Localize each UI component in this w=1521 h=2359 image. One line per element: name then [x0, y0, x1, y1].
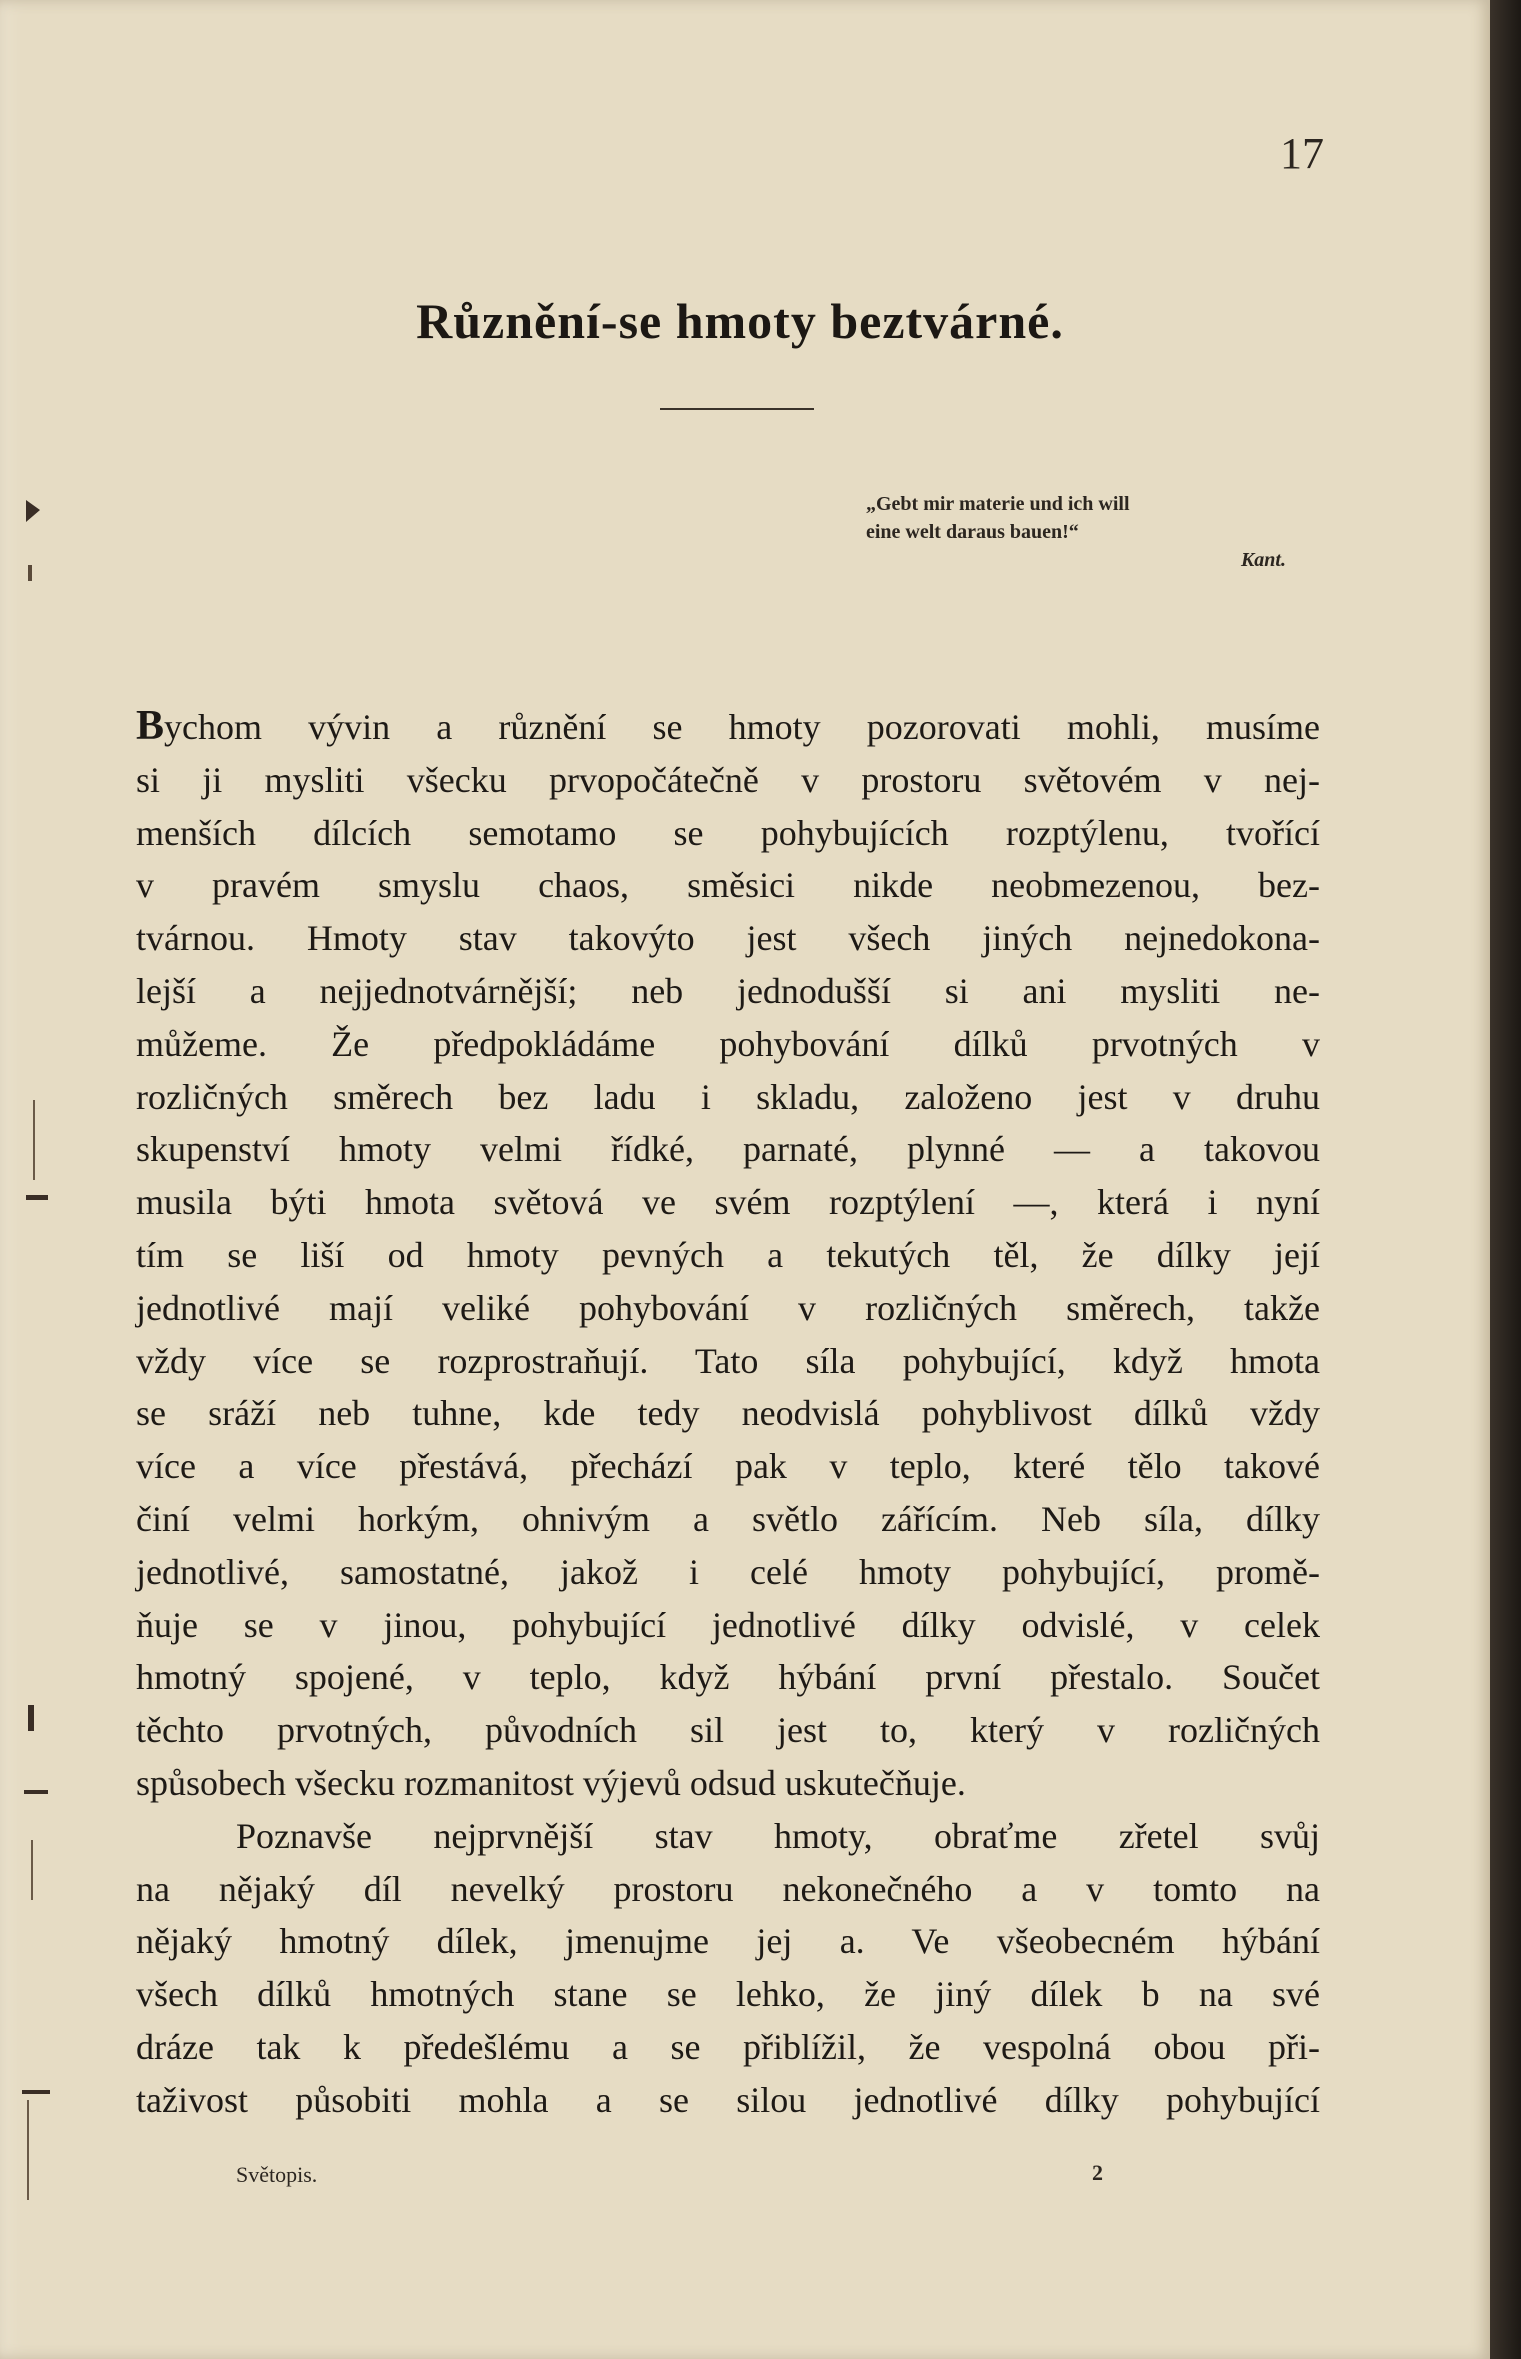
- text-line: můžeme. Že předpokládáme pohybování dílků prvotných v: [136, 1023, 1320, 1064]
- text-line: činí velmi horkým, ohnivým a světlo zářícím. Neb síla, dílky: [136, 1498, 1320, 1539]
- epigraph-line: „Gebt mir materie und ich will: [866, 493, 1130, 515]
- text-line: Bychom vývin a různění se hmoty pozorovati mohli, musíme: [136, 703, 1320, 749]
- page-title: Různění-se hmoty beztvárné.: [416, 293, 1064, 349]
- margin-mark: [28, 565, 32, 581]
- text-line: těchto prvotných, původních sil jest to, který v rozličných: [136, 1710, 1320, 1751]
- footer-sheet-number: 2: [1092, 2160, 1103, 2185]
- text-line: tím se liší od hmoty pevných a tekutých těl, že dílky její: [136, 1234, 1320, 1275]
- text-line: spůsobech všecku rozmanitost výjevů odsud uskutečňuje.: [136, 1762, 966, 1803]
- drop-cap: B: [136, 703, 165, 749]
- epigraph: [866, 490, 1286, 574]
- text-line: ňuje se v jinou, pohybující jednotlivé dílky odvislé, v celek: [136, 1604, 1320, 1645]
- text-line: všech dílků hmotných stane se lehko, že jiný dílek b na své: [136, 1974, 1320, 2015]
- margin-mark: [28, 1705, 34, 1731]
- text-line: nějaký hmotný dílek, jmenujme jej a. Ve všeobecném hýbání: [136, 1921, 1320, 1962]
- epigraph-line: eine welt daraus bauen!“: [866, 521, 1079, 543]
- paragraph-2: [136, 1810, 1320, 2127]
- margin-mark: [24, 1790, 48, 1794]
- text-line: na nějaký díl nevelký prostoru nekonečného a v tomto na: [136, 1868, 1320, 1909]
- title-divider: [660, 408, 814, 410]
- text-line: jednotlivé mají veliké pohybování v rozličných směrech, takže: [136, 1287, 1320, 1328]
- binding-edge-marks: [0, 0, 60, 2359]
- text-line: musila býti hmota světová ve svém rozptýlení —, která i nyní: [136, 1182, 1320, 1223]
- text-line: hmotný spojené, v teplo, když hýbání první přestalo. Součet: [136, 1657, 1320, 1698]
- margin-mark: [22, 2090, 50, 2094]
- footer-signature: Světopis.: [236, 2162, 318, 2187]
- text-line: rozličných směrech bez ladu i skladu, založeno jest v druhu: [136, 1076, 1320, 1117]
- text-line: skupenství hmoty velmi řídké, parnaté, plynné — a takovou: [136, 1129, 1320, 1170]
- paragraph-1: [136, 700, 1320, 1810]
- text-line: Poznavše nejprvnější stav hmoty, obraťme zřetel svůj: [236, 1815, 1320, 1856]
- epigraph-attribution: Kant.: [1240, 549, 1286, 571]
- text-line: tvárnou. Hmoty stav takovýto jest všech jiných nejnedokona-: [136, 918, 1320, 959]
- text-line: si ji mysliti všecku prvopočátečně v prostoru světovém v nej-: [136, 759, 1320, 800]
- scan-border: [1490, 0, 1521, 2359]
- text-line: vždy více se rozprostraňují. Tato síla pohybující, když hmota: [136, 1340, 1320, 1381]
- text-line: dráze tak k předešlému a se přiblížil, že vespolná obou při-: [136, 2026, 1320, 2067]
- text-line: v pravém smyslu chaos, směsici nikde neobmezenou, bez-: [136, 865, 1320, 906]
- page-number: 17: [1280, 129, 1324, 178]
- text-line: více a více přestává, přechází pak v teplo, které tělo takové: [136, 1446, 1320, 1487]
- text-line: jednotlivé, samostatné, jakož i celé hmoty pohybující, promě-: [136, 1551, 1320, 1592]
- text-line: lejší a nejjednotvárnější; neb jednodušší si ani mysliti ne-: [136, 970, 1320, 1011]
- text-line: taživost působiti mohla a se silou jednotlivé dílky pohybující: [136, 2079, 1320, 2120]
- margin-mark: [26, 500, 40, 522]
- text-line: menších dílcích semotamo se pohybujících rozptýlenu, tvořící: [136, 812, 1320, 853]
- text-line: se sráží neb tuhne, kde tedy neodvislá pohyblivost dílků vždy: [136, 1393, 1320, 1434]
- body-text: [136, 700, 1320, 2127]
- margin-mark: [26, 1195, 48, 1200]
